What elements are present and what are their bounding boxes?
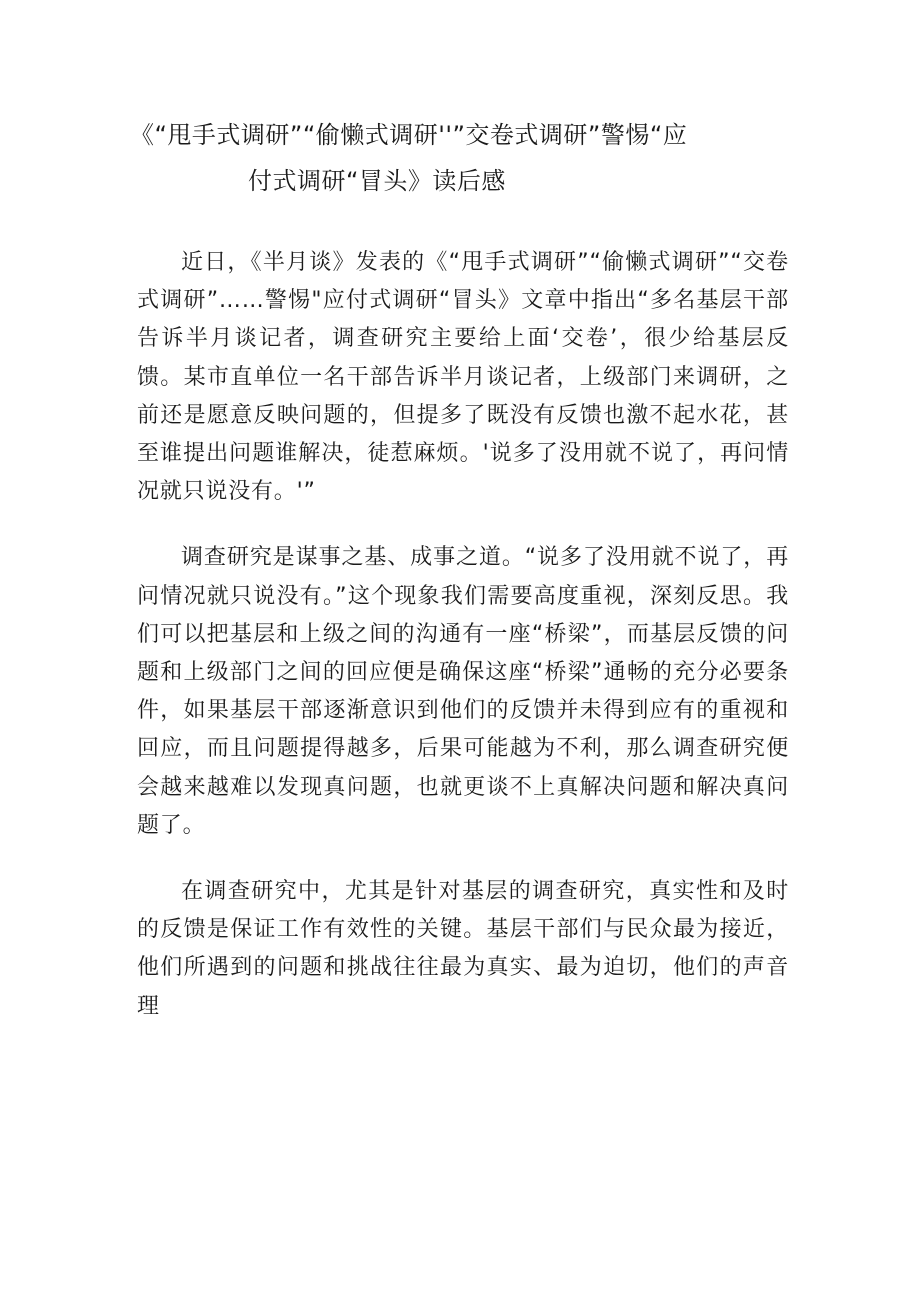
paragraph-1: 近日，《半月谈》发表的《“甩手式调研”“偷懒式调研”“交卷式调研”……警惕"应付式调研“冒头》文章中指出“多名基层干部告诉半月谈记者，调查研究主要给上面‘交卷’，很少给基层反馈。某市直单位一名干部告诉半月谈记者，上级部门来调研，之前还是愿意反映问题的，但提多了既没有反馈也激不起水花，甚至谁提出问题谁解决，徒惹麻烦。'说多了没用就不说了，再问情况就只说没有。'” <box>137 250 789 505</box>
document-body <box>137 244 789 1054</box>
paragraph-2: 调查研究是谋事之基、成事之道。“说多了没用就不说了，再问情况就只说没有。”这个现象我们需要高度重视，深刻反思。我们可以把基层和上级之间的沟通有一座“桥梁”，而基层反馈的问题和上级部门之间的回应便是确保这座“桥梁”通畅的充分必要条件，如果基层干部逐渐意识到他们的反馈并未得到应有的重视和回应，而且问题提得越多，后果可能越为不利，那么调查研究便会越来越难以发现真问题，也就更谈不上真解决问题和解决真问题了。 <box>137 545 789 838</box>
title-line-1: 《“甩手式调研”“偷懒式调研''”交卷式调研”警惕“应 <box>130 121 688 149</box>
paragraph-3: 在调查研究中，尤其是针对基层的调查研究，真实性和及时的反馈是保证工作有效性的关键。基层干部们与民众最为接近，他们所遇到的问题和挑战往往最为真实、最为迫切，他们的声音理 <box>137 879 789 1019</box>
title-line-2: 付式调研“冒头》读后感 <box>248 167 506 195</box>
document-title <box>130 112 810 204</box>
